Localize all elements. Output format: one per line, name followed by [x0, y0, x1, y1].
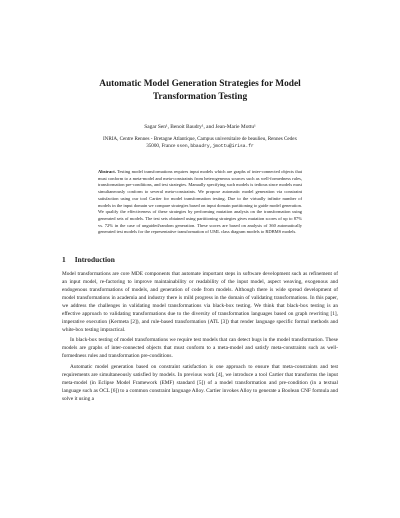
- section-title: Introduction: [74, 255, 115, 264]
- affiliation-city: 35000, France: [146, 143, 176, 150]
- paragraph: Model transformations are core MDE components that automate important steps in software development such as refinement of an input model, re-factoring to improve maintainability or readability of the input model, aspect weaving, exogenous and endogenous transformations of models, and generation of code from models. Although there is wide spread development of model transformations in academia and industry there is mild progress in the domain of validating transformations. In this paper, we address the challenges in validating model transformations via black-box testing. We think that black-box testing is an effective approach to validating transformations due to the diversity of transformation languages based on graph rewriting [1], imperative execution (Kermeta [2]), and rule-based transformation (ATL [3]) that render language specific formal methods and white-box testing impractical.: [62, 271, 338, 334]
- author-email: ssen,bbaudry,jmottu@irisa.fr: [176, 144, 254, 150]
- title-line-1: Automatic Model Generation Strategies for Model: [99, 79, 301, 89]
- abstract-label: Abstract.: [98, 169, 116, 174]
- paragraph: In black-box testing of model transformations we require test models that can detect bugs in the model transformation. These models are graphs of inter-connected objects that must conform to a meta-model and satisfy meta-constraints such as well-formedness rules and transformation pre-conditions.: [62, 337, 338, 360]
- affiliation: [90, 136, 310, 150]
- affiliation-line-1: INRIA, Centre Rennes - Bretagne Atlantique, Campus universitaire de beaulieu, Rennes Cedex: [102, 136, 298, 142]
- title-line-2: Transformation Testing: [152, 91, 248, 102]
- paper-title: [0, 78, 400, 103]
- section-number: 1: [62, 255, 66, 264]
- body-text: [62, 270, 338, 405]
- section-heading: [62, 255, 115, 264]
- abstract-text: Testing model transformations requires input models which are graphs of inter-connected objects that must conform to a meta-model and meta-constraints from heterogeneous sources such as well-formedness rules, transformation pre-conditions, and test strategies. Manually specifying such models is tedious since models must simultaneously conform to several meta-constraints. We propose automatic model generation via constraint satisfaction using our tool Cartier for model transformation testing. Due to the virtually infinite number of models in the input domain we compare strategies based on input domain partitioning to guide model generation. We qualify the effectiveness of these strategies by performing mutation analysis on the transformation using generated sets of models. The test sets obtained using partitioning strategies gives mutation scores of up to 87% vs. 72% in the case of unguided/random generation. These scores are based on analysis of 360 automatically generated test models for the representative transformation of UML class diagram models to RDBMS models.: [98, 169, 303, 235]
- abstract: [98, 169, 302, 236]
- paragraph: Automatic model generation based on constraint satisfaction is one approach to ensure that meta-constraints and test requirements are simultaneously satisfied by models. In previous work [4], we introduce a tool Cartier that transforms the input meta-model (in Eclipse Model Framework (EMF) standard [5]) of a model transformation and pre-condition (in a textual language such as OCL [6]) to a common constraint language Alloy. Cartier invokes Alloy to generate a Boolean CNF formula and solve it using a: [62, 363, 338, 402]
- affiliation-line-2: [90, 143, 310, 150]
- author-list: Sagar Sen¹, Benoit Baudry¹, and Jean-Marie Mottu¹: [144, 124, 256, 130]
